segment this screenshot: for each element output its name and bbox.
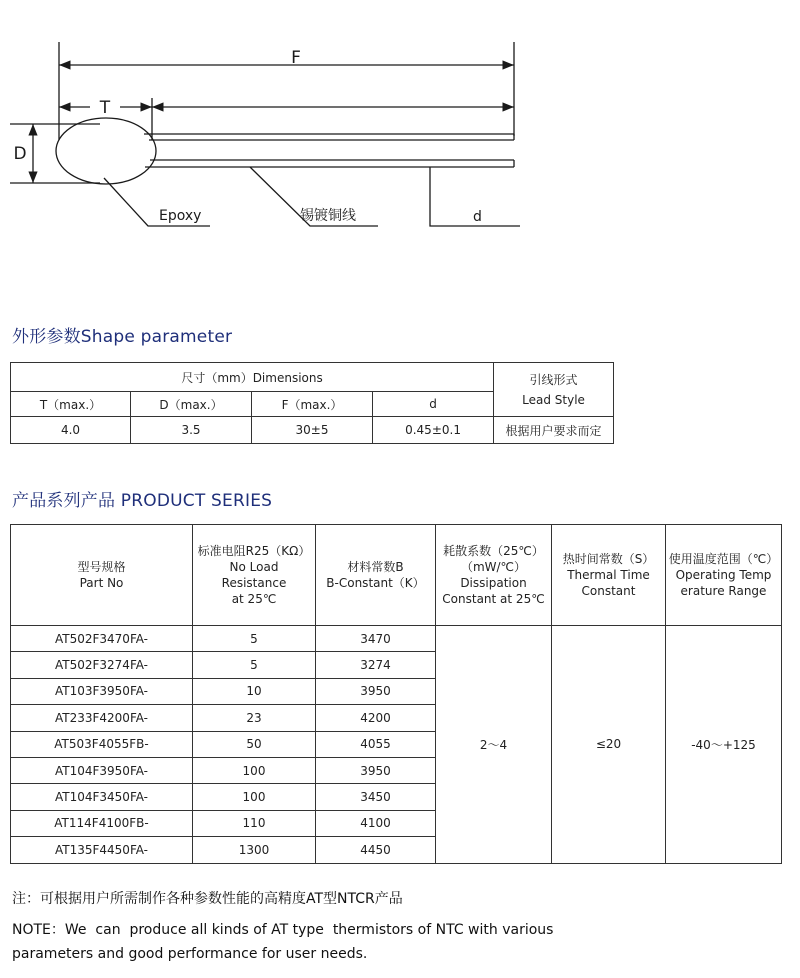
b-constant-cell: 3450: [316, 784, 436, 810]
resistance-cell: 50: [193, 731, 316, 757]
part-no-cell: AT502F3274FA-: [11, 652, 193, 678]
part-no-cell: AT233F4200FA-: [11, 705, 193, 731]
part-no-cell: AT503F4055FB-: [11, 731, 193, 757]
temp-range-merged-cell: -40～+125: [666, 626, 782, 864]
header-line: （mW/℃）: [460, 560, 527, 574]
header-line: Operating Temp: [675, 568, 772, 582]
header-line: 耗散系数（25℃）: [443, 544, 544, 558]
wire-diameter-label: d: [473, 209, 482, 225]
epoxy-body: [56, 118, 156, 184]
b-constant-cell: 4055: [316, 731, 436, 757]
header-line: 型号规格: [77, 560, 126, 574]
b-constant-cell: 3274: [316, 652, 436, 678]
header-line: Thermal Time: [567, 568, 650, 582]
resistance-header: [193, 525, 316, 626]
wire-d-value: 0.45±0.1: [373, 417, 494, 444]
header-line: Resistance: [221, 576, 287, 590]
dissipation-merged-cell: 2～4: [436, 626, 552, 864]
d-dimension-label: D: [13, 144, 27, 164]
b-constant-cell: 3470: [316, 626, 436, 652]
part-no-cell: AT103F3950FA-: [11, 678, 193, 704]
b-constant-cell: 4100: [316, 810, 436, 836]
product-series-title: 产品系列产品 PRODUCT SERIES: [12, 491, 273, 511]
col-d-header: D（max.）: [131, 392, 252, 417]
t-label: T: [99, 98, 111, 118]
resistance-cell: 10: [193, 678, 316, 704]
lead-style-header-en: Lead Style: [522, 392, 585, 407]
resistance-cell: 23: [193, 705, 316, 731]
part-no-cell: AT114F4100FB-: [11, 810, 193, 836]
resistance-cell: 1300: [193, 837, 316, 863]
thermal-time-merged-cell: ≤20: [552, 626, 666, 864]
shape-parameter-title: 外形参数Shape parameter: [12, 327, 233, 347]
col-f-header: F（max.）: [252, 392, 373, 417]
note-chinese: 注：可根据用户所需制作各种参数性能的高精度AT型NTCR产品: [12, 891, 403, 907]
lead-wire-label: 锡镀铜线: [300, 208, 356, 224]
epoxy-label: Epoxy: [159, 208, 202, 224]
header-line: erature Range: [680, 584, 767, 598]
header-line: 热时间常数（S）: [562, 552, 655, 566]
t-value: 4.0: [11, 417, 131, 444]
header-line: No Load: [229, 560, 279, 574]
header-line: Constant: [581, 584, 636, 598]
part-no-cell: AT104F3950FA-: [11, 757, 193, 783]
header-line: B-Constant（K）: [326, 576, 425, 590]
header-line: Part No: [79, 576, 124, 590]
resistance-cell: 5: [193, 652, 316, 678]
header-line: 材料常数B: [347, 560, 404, 574]
b-constant-cell: 4450: [316, 837, 436, 863]
col-t-header: T（max.）: [11, 392, 131, 417]
f-value: 30±5: [252, 417, 373, 444]
part-no-cell: AT135F4450FA-: [11, 837, 193, 863]
part-no-header: [11, 525, 193, 626]
temp-range-header: [666, 525, 782, 626]
resistance-cell: 5: [193, 626, 316, 652]
product-series-table: [10, 524, 782, 864]
part-no-cell: AT104F3450FA-: [11, 784, 193, 810]
header-line: at 25℃: [231, 592, 277, 606]
dimensions-group-header: 尺寸（mm）Dimensions: [11, 363, 494, 392]
shape-parameter-table: [10, 362, 614, 444]
header-line: Constant at 25℃: [442, 592, 545, 606]
col-wire-d-header: d: [373, 392, 494, 417]
b-constant-cell: 4200: [316, 705, 436, 731]
b-constant-cell: 3950: [316, 678, 436, 704]
lead-style-value: 根据用户要求而定: [494, 417, 614, 444]
resistance-cell: 100: [193, 757, 316, 783]
b-constant-cell: 3950: [316, 757, 436, 783]
lead-style-header: [494, 363, 614, 417]
b-constant-header: [316, 525, 436, 626]
thermistor-dimension-diagram: [0, 0, 800, 300]
header-line: 使用温度范围（℃）: [668, 552, 779, 566]
f-label: F: [291, 48, 301, 68]
part-no-cell: AT502F3470FA-: [11, 626, 193, 652]
header-line: 标准电阻R25（KΩ）: [197, 544, 311, 558]
resistance-cell: 110: [193, 810, 316, 836]
lead-style-header-cn: 引线形式: [529, 372, 578, 387]
table-row: [11, 626, 782, 652]
dissipation-header: [436, 525, 552, 626]
note-english-line1: NOTE：We can produce all kinds of AT type thermistors of NTC with various: [12, 922, 554, 938]
resistance-cell: 100: [193, 784, 316, 810]
thermal-time-header: [552, 525, 666, 626]
d-value: 3.5: [131, 417, 252, 444]
header-line: Dissipation: [460, 576, 527, 590]
note-english-line2: parameters and good performance for user needs.: [12, 946, 368, 962]
